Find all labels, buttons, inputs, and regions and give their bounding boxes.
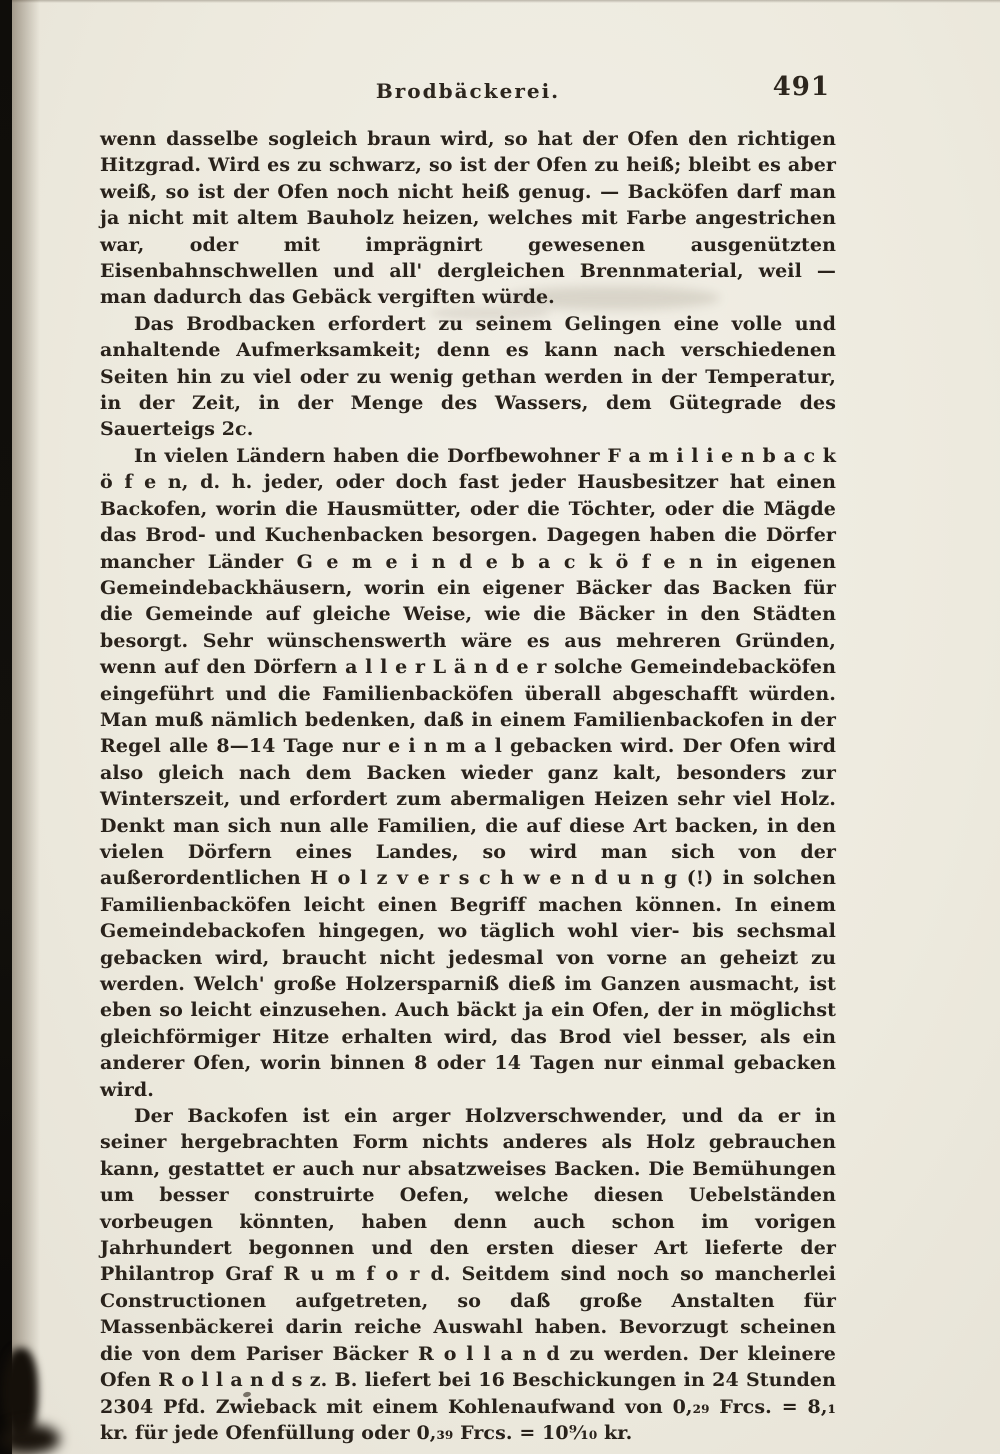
scan-top-edge xyxy=(0,0,1000,3)
page-body xyxy=(100,126,836,1446)
binding-shadow xyxy=(12,0,40,1454)
paragraph: Das Brodbacken erfordert zu seinem Gelingen eine volle und anhaltende Aufmerksamkeit; denn es kann nach verschiedenen Seiten hin zu viel oder zu wenig gethan werden in der Temperatur, in der Zeit, in der Menge des Wassers, dem Gütegrade des Sauerteigs 2c. xyxy=(100,312,836,441)
page-header-title: Brodbäckerei. xyxy=(375,79,561,103)
paragraph: In vielen Ländern haben die Dorfbewohner F a m i l i e n b a c k ö f e n, d. h. jeder, oder doch fast jeder Hausbesitzer hat einen Backofen, worin die Hausmütter, oder die Töchter, oder die Mägde das Brod- und Kuchenbacken besorgen. Dagegen haben die Dörfer mancher Länder G e m e i n d e b a c k ö f e n in eigenen Gemeindebackhäusern, worin ein eigener Bäcker das Backen für die Gemeinde auf gleiche Weise, wie die Bäcker in den Städten besorgt. Sehr wünschenswerth wäre es aus mehreren Gründen, wenn auf den Dörfern a l l e r L ä n d e r solche Gemeindebacköfen eingeführt und die Familienbacköfen überall abgeschafft würden. Man muß nämlich bedenken, daß in einem Familienbackofen in der Regel alle 8—14 Tage nur e i n m a l gebacken wird. Der Ofen wird also gleich nach dem Backen wieder ganz kalt, besonders zur Winterszeit, und erfordert zum abermaligen Heizen sehr viel Holz. Denkt man sich nun alle Familien, die auf diese Art backen, in den vielen Dörfern eines Landes, so wird man sich von der außerordentlichen H o l z v e r s c h w e n d u n g (!) in solchen Familienbacköfen leicht einen Begriff machen können. In einem Gemeindebackofen hingegen, wo täglich wohl vier- bis sechsmal gebacken wird, braucht nicht jedesmal von vorne an geheizt zu werden. Welch' große Holzersparniß dieß im Ganzen ausmacht, ist eben so leicht einzusehen. Auch bäckt ja ein Ofen, der in möglichst gleichförmiger Hitze erhalten wird, das Brod viel besser, als ein anderer Ofen, worin binnen 8 oder 14 Tagen nur einmal gebacken wird. xyxy=(100,444,836,1101)
page-content xyxy=(100,72,836,1446)
running-header xyxy=(100,72,836,106)
page-number: 491 xyxy=(772,72,830,102)
book-binding-edge xyxy=(0,0,12,1454)
scan-smudge-bottom-corner xyxy=(0,1424,60,1454)
paragraph: wenn dasselbe sogleich braun wird, so hat der Ofen den richtigen Hitzgrad. Wird es zu schwarz, so ist der Ofen zu heiß; bleibt es aber weiß, so ist der Ofen noch nicht heiß genug. — Backöfen darf man ja nicht mit altem Bauholz heizen, welches mit Farbe angestrichen war, oder mit imprägnirt gewesenen ausgenützten Eisenbahnschwellen und all' dergleichen Brennmaterial, weil — man dadurch das Gebäck vergiften würde. xyxy=(100,128,836,309)
paragraph: Der Backofen ist ein arger Holzverschwender, und da er in seiner hergebrachten Form nichts anderes als Holz gebrauchen kann, gestattet er auch nur absatzweises Backen. Die Bemühungen um besser construirte Oefen, welche diesen Uebelständen vorbeugen könnten, haben denn auch schon im vorigen Jahrhundert begonnen und den ersten dieser Art lieferte der Philantrop Graf R u m f o r d. Seitdem sind noch so mancherlei Constructionen aufgetreten, so daß große Anstalten für Massenbäckerei darin reiche Auswahl haben. Bevorzugt scheinen die von dem Pariser Bäcker R o l l a n d zu werden. Der kleinere Ofen R o l l a n d s z. B. liefert bei 16 Beschickungen in 24 Stunden 2304 Pfd. Zwieback mit einem Kohlenaufwand von 0,₂₉ Frcs. = 8,₁ kr. für jede Ofenfüllung oder 0,₃₉ Frcs. = 10⁹⁄₁₀ kr. xyxy=(100,1105,836,1444)
